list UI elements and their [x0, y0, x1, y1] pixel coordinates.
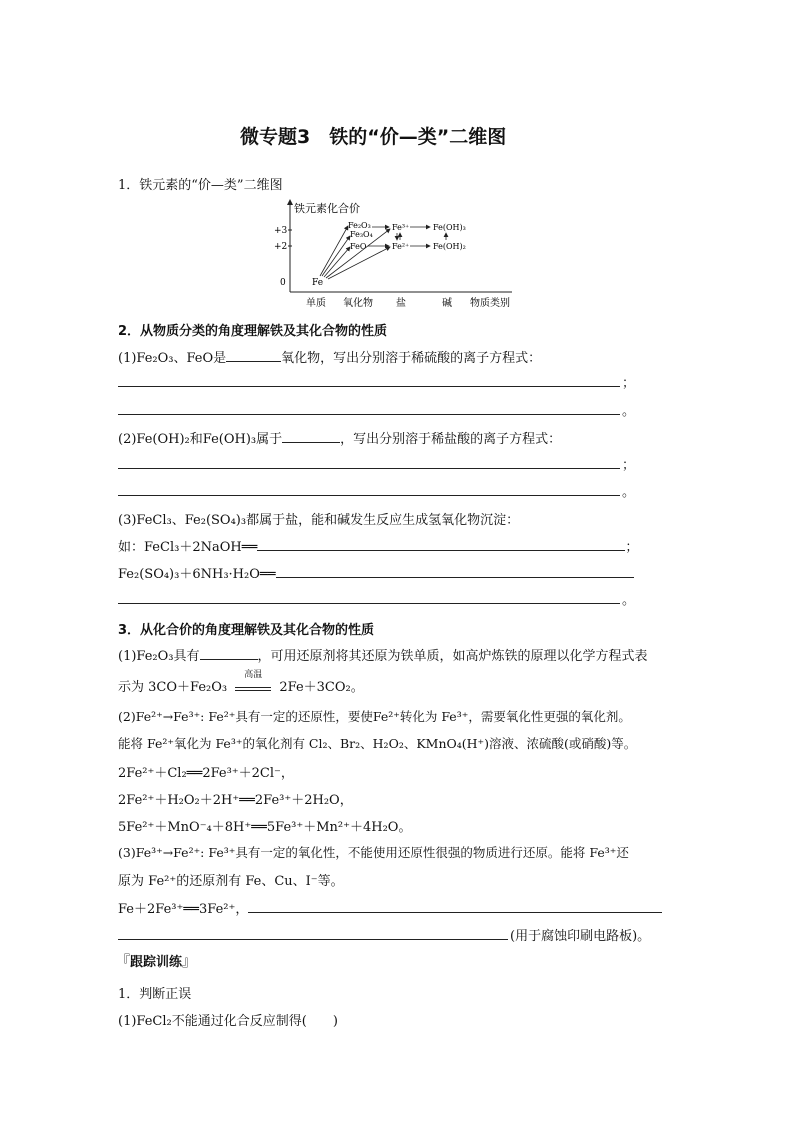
x-tick-category: 物质类别	[470, 298, 510, 309]
s2-q2	[118, 428, 561, 447]
close-bracket: 』	[182, 954, 197, 970]
species-fe3o4: Fe₃O₄	[350, 230, 373, 239]
s2-q2-period: 。	[622, 485, 636, 500]
x-tick-oxide: 氧化物	[343, 298, 373, 309]
x-tick-elemental: 单质	[306, 298, 326, 309]
s3-eq3: 5Fe²⁺＋MnO⁻₄＋8H⁺══5Fe³⁺＋Mn²⁺＋4H₂O。	[118, 820, 412, 835]
answer-line[interactable]	[118, 468, 620, 469]
x-tick-base: 碱	[442, 298, 452, 309]
y-tick-plus3: +3	[274, 226, 288, 236]
s3-p2-line2: 能将 Fe²⁺氧化为 Fe³⁺的氧化剂有 Cl₂、Br₂、H₂O₂、KMnO₄(H⁺)溶液、浓硫酸(或硝酸)等。	[118, 736, 637, 751]
s2-q2-semicolon: ；	[622, 458, 636, 473]
s3-eq1: 2Fe²⁺＋Cl₂══2Fe³⁺＋2Cl⁻，	[118, 766, 294, 781]
training-title-text: 跟踪训练	[130, 955, 183, 970]
s3-p1-text-c: 示为 3CO＋Fe₂O₃	[118, 680, 228, 695]
section-2-heading: 2．从物质分类的角度理解铁及其化合物的性质	[118, 324, 388, 339]
species-fe2o3: Fe₂O₃	[348, 221, 371, 230]
s2-q1	[118, 347, 541, 366]
species-fe2-ion: Fe²⁺	[392, 242, 410, 251]
s3-p1-line2	[118, 670, 364, 695]
training-item-1: 1．判断正误	[118, 987, 192, 1002]
s2-q1-semicolon: ；	[622, 376, 636, 391]
s3-p1-text-d: 2Fe＋3CO₂。	[279, 680, 364, 695]
s2-q3-eq1	[118, 536, 638, 555]
training-box-title	[116, 951, 196, 971]
s3-p3-eq-text: Fe＋2Fe³⁺══3Fe²⁺，	[118, 902, 249, 917]
s3-p3-line1: (3)Fe³⁺→Fe²⁺: Fe³⁺具有一定的氧化性，不能使用还原性很强的物质进行还原。能将 Fe³⁺还	[118, 845, 629, 860]
s2-q1-text-a: (1)Fe₂O₃、FeO是	[118, 351, 227, 366]
s2-q2-text-b: ，写出分别溶于稀盐酸的离子方程式：	[340, 432, 562, 447]
y-tick-plus2: +2	[274, 242, 288, 252]
s2-q1-blank[interactable]	[226, 361, 281, 362]
answer-line[interactable]	[118, 939, 508, 940]
s3-p1-line1	[118, 645, 648, 664]
x-tick-salt: 盐	[396, 298, 406, 309]
species-fe3-ion: Fe³⁺	[392, 223, 410, 232]
species-feo: FeO	[350, 242, 367, 251]
valence-class-diagram	[270, 192, 530, 312]
training-item-1-1	[118, 1010, 338, 1029]
s2-q3-period: 。	[622, 593, 636, 608]
s2-q3: (3)FeCl₃、Fe₂(SO₄)₃都属于盐，能和碱发生反应生成氢氧化物沉淀：	[118, 513, 520, 528]
s3-eq2: 2Fe²⁺＋H₂O₂＋2H⁺══2Fe³⁺＋2H₂O，	[118, 793, 353, 808]
y-tick-0: 0	[280, 278, 286, 288]
section-1-heading: 1．铁元素的“价—类”二维图	[118, 178, 283, 193]
species-fe: Fe	[312, 278, 324, 288]
s3-p3-eq-blank[interactable]	[248, 912, 662, 913]
open-bracket: 『	[116, 954, 130, 970]
answer-line[interactable]	[118, 603, 620, 604]
s2-q2-text-a: (2)Fe(OH)₂和Fe(OH)₃属于	[118, 432, 283, 447]
condition-label: 高温	[244, 670, 263, 680]
s3-p2-line1: (2)Fe²⁺→Fe³⁺: Fe²⁺具有一定的还原性，要使Fe²⁺转化为 Fe³⁺，需要氧化性更强的氧化剂。	[118, 709, 631, 724]
answer-line[interactable]	[118, 414, 620, 415]
s2-q1-text-b: 氧化物，写出分别溶于稀硫酸的离子方程式：	[281, 351, 542, 366]
training-item-1-1-close: )	[332, 1014, 338, 1029]
s2-q2-blank[interactable]	[282, 442, 340, 443]
s2-q1-period: 。	[622, 404, 636, 419]
species-feoh3: Fe(OH)₃	[433, 223, 466, 232]
species-feoh2: Fe(OH)₂	[433, 242, 466, 251]
s2-q3-eq2	[118, 563, 634, 582]
s2-q3-eq1-text: 如：FeCl₃＋2NaOH══	[118, 540, 258, 555]
answer-line[interactable]	[118, 495, 620, 496]
s2-q3-eq1-blank[interactable]	[257, 550, 625, 551]
reaction-condition	[235, 670, 271, 691]
s3-p3-eq	[118, 898, 662, 917]
training-item-1-1-text: (1)FeCl₂不能通过化合反应制得(	[118, 1014, 307, 1029]
s3-p3-note: (用于腐蚀印刷电路板)。	[510, 929, 651, 944]
page-title: 微专题3 铁的“价—类”二维图	[240, 126, 507, 148]
answer-line[interactable]	[118, 386, 620, 387]
s2-q3-eq1-semicolon: ；	[625, 540, 639, 555]
s3-p1-text-b: ，可用还原剂将其还原为铁单质，如高炉炼铁的原理以化学方程式表	[257, 649, 648, 664]
section-3-heading: 3．从化合价的角度理解铁及其化合物的性质	[118, 623, 375, 638]
y-axis-label: 铁元素化合价	[294, 202, 360, 215]
s2-q3-eq2-text: Fe₂(SO₄)₃＋6NH₃·H₂O══	[118, 567, 276, 582]
s3-p3-line2: 原为 Fe²⁺的还原剂有 Fe、Cu、I⁻等。	[118, 874, 344, 889]
s3-p1-text-a: (1)Fe₂O₃具有	[118, 649, 200, 664]
s3-p1-blank[interactable]	[200, 659, 258, 660]
s2-q3-eq2-blank[interactable]	[276, 577, 634, 578]
